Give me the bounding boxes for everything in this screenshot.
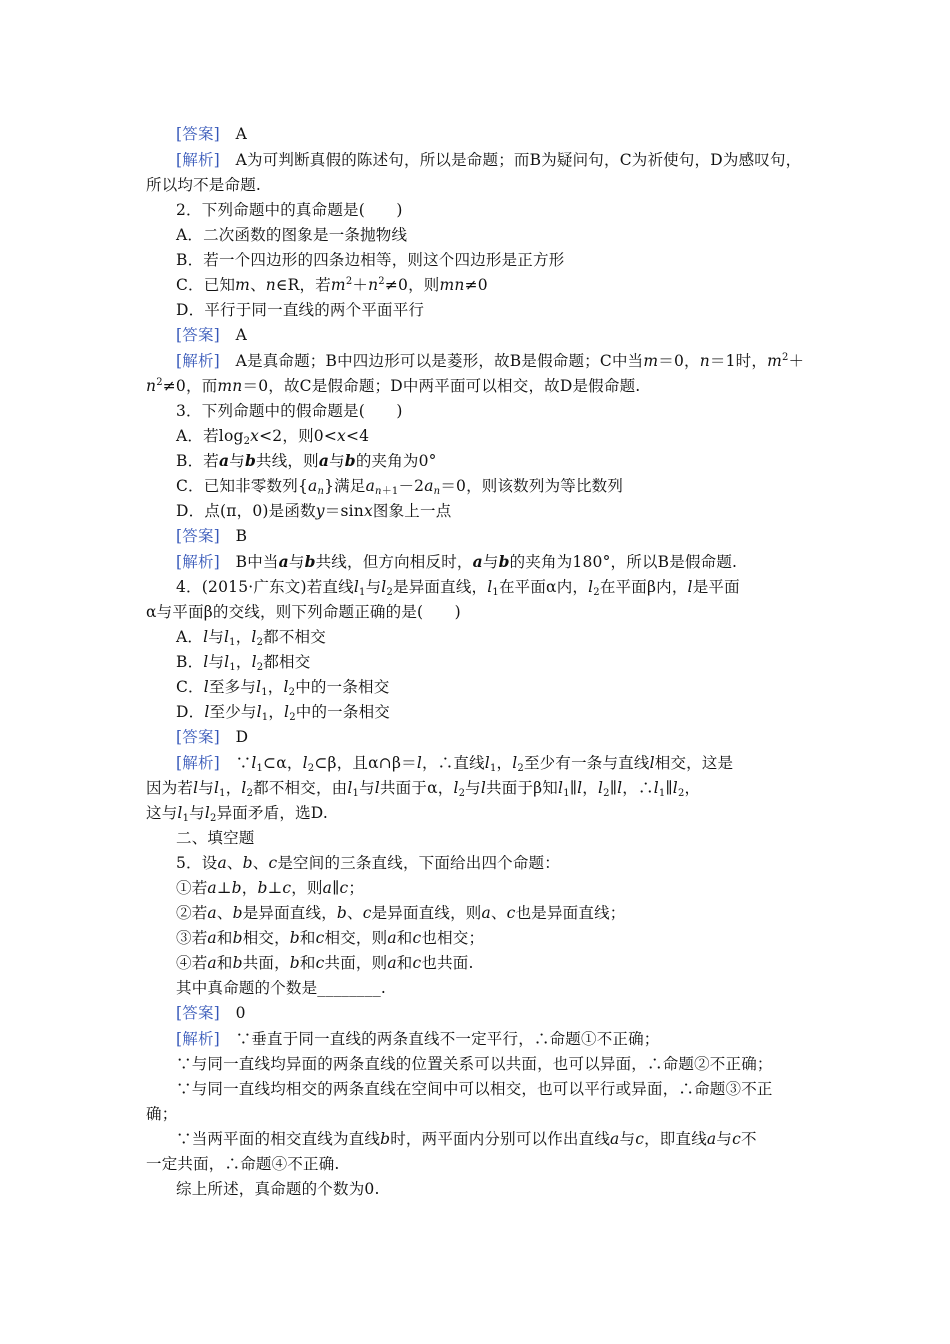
text-line: [解析] $\because l_1\subset\alpha$，$l_2\subset\beta$，且α∩β＝l，∴直线$l_1$，$l_2$至少有一条与直线l相交，这是: [176, 754, 734, 774]
text-line: C．l至多与$l_1$，$l_2$中的一条相交: [176, 678, 390, 698]
text-line: 5．设a、b、c是空间的三条直线，下面给出四个命题：: [176, 854, 560, 872]
text-line: 确；: [146, 1105, 178, 1123]
text-line: α与平面β的交线，则下列命题正确的是( ): [146, 603, 461, 621]
text-line: C．已知m、n∈R，若$m^2+n^2\ne 0$，则mn≠0: [176, 276, 488, 294]
text-line: A．l与$l_1$，$l_2$都不相交: [176, 628, 326, 648]
answer-tag: [答案]: [176, 527, 220, 545]
text-line: 二、填空题: [176, 829, 255, 847]
text-line: ∵与同一直线均异面的两条直线的位置关系可以共面，也可以异面，∴命题②不正确；: [176, 1055, 773, 1073]
text-line: $n^2\ne 0$，而mn＝0，故C是假命题；D中两平面可以相交，故D是假命题.: [146, 377, 641, 395]
text-line: 3．下列命题中的假命题是( ): [176, 402, 403, 420]
answer-tag: [答案]: [176, 728, 220, 746]
text-line: B．若一个四边形的四条边相等，则这个四边形是正方形: [176, 251, 565, 269]
text-line: 因为若l与$l_1$，$l_2$都不相交，由$l_1$与l共面于α，$l_2$与l共面于β知$l_1\parallel l$，$l_2\parallel l$，$\therefore l_1\parallel l_2$，: [146, 779, 701, 799]
text-line: B．l与$l_1$，$l_2$都相交: [176, 653, 311, 673]
answer-tag: [解析]: [176, 553, 220, 571]
text-line: [解析] B中当a与b共线，但方向相反时，a与b的夹角为180°，所以B是假命题.: [176, 552, 738, 571]
answer-tag: [解析]: [176, 151, 220, 169]
text-line: 综上所述，真命题的个数为0.: [176, 1180, 380, 1198]
text-line: 其中真命题的个数是________.: [176, 979, 387, 997]
text-line: 4．(2015·广东文)若直线$l_1$与$l_2$是异面直线，$l_1$在平面α内，$l_2$在平面β内，l是平面: [176, 578, 740, 598]
answer-tag: [解析]: [176, 352, 220, 370]
text-line: C．已知非零数列$\{a_n\}$满足$a_{n+1}-2a_n=0$，则该数列为等比数列: [176, 477, 624, 497]
text-line: 这与$l_1$与$l_2$异面矛盾，选D.: [146, 804, 328, 824]
text-line: [答案] 0: [176, 1004, 246, 1022]
text-line: B．若a与b共线，则a与b的夹角为0°: [176, 451, 437, 470]
text-line: 一定共面，∴命题④不正确.: [146, 1155, 340, 1173]
answer-tag: [答案]: [176, 326, 220, 344]
text-line: [答案] A: [176, 326, 247, 344]
text-line: [答案] D: [176, 728, 249, 746]
text-line: ①若a⊥b，b⊥c，则a∥c；: [176, 879, 365, 897]
text-line: [答案] A: [176, 125, 247, 143]
text-line: ②若a、b是异面直线，b、c是异面直线，则a、c也是异面直线；: [176, 904, 626, 922]
text-line: A．若$\log_2x<2$，则0<x<4: [176, 427, 370, 447]
text-line: [解析] A为可判断真假的陈述句，所以是命题；而B为疑问句，C为祈使句，D为感叹句，: [176, 151, 802, 169]
text-line: 所以均不是命题.: [146, 176, 262, 194]
text-line: D．l至少与$l_1$，$l_2$中的一条相交: [176, 703, 390, 723]
answer-tag: [解析]: [176, 1030, 220, 1048]
text-line: [解析] ∵垂直于同一直线的两条直线不一定平行，∴命题①不正确；: [176, 1030, 660, 1048]
text-line: [解析] A是真命题；B中四边形可以是菱形，故B是假命题；C中当m＝0，n＝1时，$m^2+$: [176, 352, 805, 370]
answer-tag: [答案]: [176, 125, 220, 143]
text-line: D．平行于同一直线的两个平面平行: [176, 301, 425, 319]
text-line: A．二次函数的图象是一条抛物线: [176, 226, 408, 244]
answer-tag: [解析]: [176, 754, 220, 772]
text-line: ∵当两平面的相交直线为直线b时，两平面内分别可以作出直线a与c，即直线a与c不: [176, 1130, 757, 1148]
text-line: ③若a和b相交，b和c相交，则a和c也相交；: [176, 929, 485, 947]
text-line: [答案] B: [176, 527, 248, 545]
answer-tag: [答案]: [176, 1004, 220, 1022]
text-line: 2．下列命题中的真命题是( ): [176, 201, 403, 219]
text-line: ④若a和b共面，b和c共面，则a和c也共面.: [176, 954, 474, 972]
text-line: D．点(π，0)是函数y＝sinx图象上一点: [176, 502, 452, 520]
text-line: ∵与同一直线均相交的两条直线在空间中可以相交，也可以平行或异面，∴命题③不正: [176, 1080, 773, 1098]
